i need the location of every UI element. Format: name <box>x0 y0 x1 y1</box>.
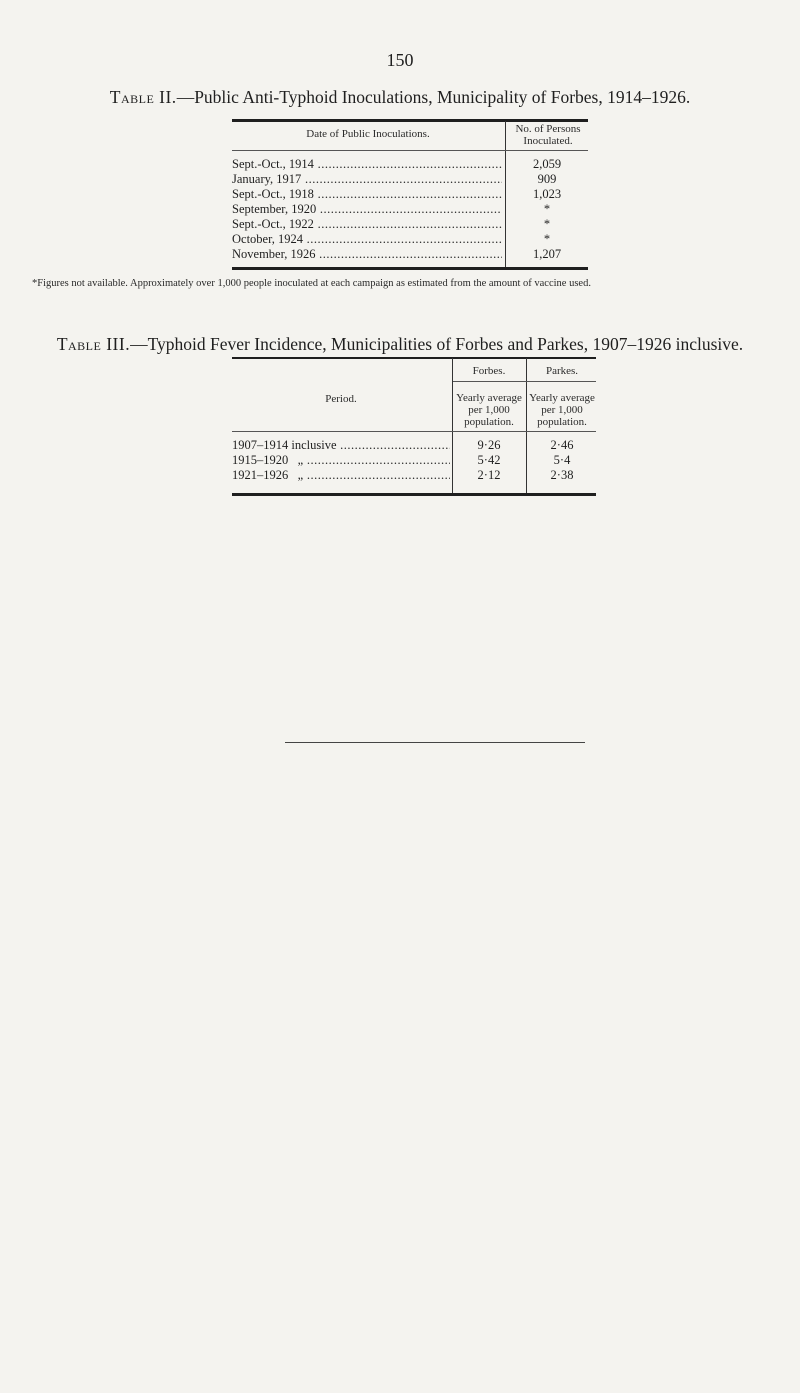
table-row-count: 2,059 <box>532 157 562 171</box>
table-2-header-date: Date of Public Inoculations. <box>306 128 430 140</box>
table-row-date: November, 1926 ..... <box>232 247 502 262</box>
table-row-period: 1915–1920 „ ..... <box>232 453 450 468</box>
table-3-subheader-rule <box>453 381 596 382</box>
table-3-header-rule <box>232 431 596 432</box>
page-number: 150 <box>386 50 414 70</box>
table-row-date: Sept.-Oct., 1914 ..... <box>232 157 502 172</box>
page-divider-rule <box>285 742 585 743</box>
table-row-count: 1,023 <box>532 187 562 201</box>
table-2-header-count: No. of Persons Inoculated. <box>515 123 581 147</box>
table-2-header-rule <box>232 150 588 151</box>
table-row-count: 1,207 <box>532 247 562 261</box>
table-2-label: Table II. <box>109 87 177 107</box>
table-row-count: * <box>543 232 551 246</box>
table-3-header-parkes: Parkes. <box>545 365 579 377</box>
table-3-header-period: Period. <box>325 393 357 405</box>
table-row-parkes: 2·46 <box>550 438 574 452</box>
table-3-divider-1 <box>452 358 453 496</box>
table-row-date: Sept.-Oct., 1918 ..... <box>232 187 502 202</box>
table-3-header-forbes: Forbes. <box>472 365 506 377</box>
table-2-title <box>0 87 800 108</box>
table-3-label: Table III. <box>56 334 131 354</box>
table-row-count: * <box>543 202 551 216</box>
table-3-divider-2 <box>526 358 527 496</box>
table-2-footnote: *Figures not available. Approximately over 1,000 people inoculated at each campaign as estimated from the amount of vaccine used. <box>32 278 591 289</box>
table-row-count: * <box>543 217 551 231</box>
table-row-parkes: 5·4 <box>553 453 571 467</box>
table-row-forbes: 2·12 <box>477 468 501 482</box>
table-row-count: 909 <box>537 172 557 186</box>
table-3-title <box>0 334 800 355</box>
table-3-title-text: —Typhoid Fever Incidence, Municipalities of Forbes and Parkes, 1907–1926 inclusive. <box>130 334 744 354</box>
table-row-date: January, 1917 ..... <box>232 172 502 187</box>
table-3-subheader-forbes: Yearly average per 1,000 population. <box>456 392 522 428</box>
table-3-top-rule <box>232 357 596 359</box>
table-3-subheader-parkes: Yearly average per 1,000 population. <box>529 392 595 428</box>
table-row-parkes: 2·38 <box>550 468 574 482</box>
table-row-forbes: 9·26 <box>477 438 501 452</box>
table-row-period: 1921–1926 „ ..... <box>232 468 450 483</box>
table-row-forbes: 5·42 <box>477 453 501 467</box>
table-2-top-rule <box>232 119 588 122</box>
table-2-title-text: —Public Anti-Typhoid Inoculations, Municipality of Forbes, 1914–1926. <box>176 87 691 107</box>
table-row-date: September, 1920 ..... <box>232 202 502 217</box>
table-2-bottom-rule <box>232 267 588 270</box>
table-row-date: Sept.-Oct., 1922 ..... <box>232 217 502 232</box>
table-row-date: October, 1924 ..... <box>232 232 502 247</box>
table-3-bottom-rule <box>232 493 596 496</box>
table-row-period: 1907–1914 inclusive ..... <box>232 438 450 453</box>
